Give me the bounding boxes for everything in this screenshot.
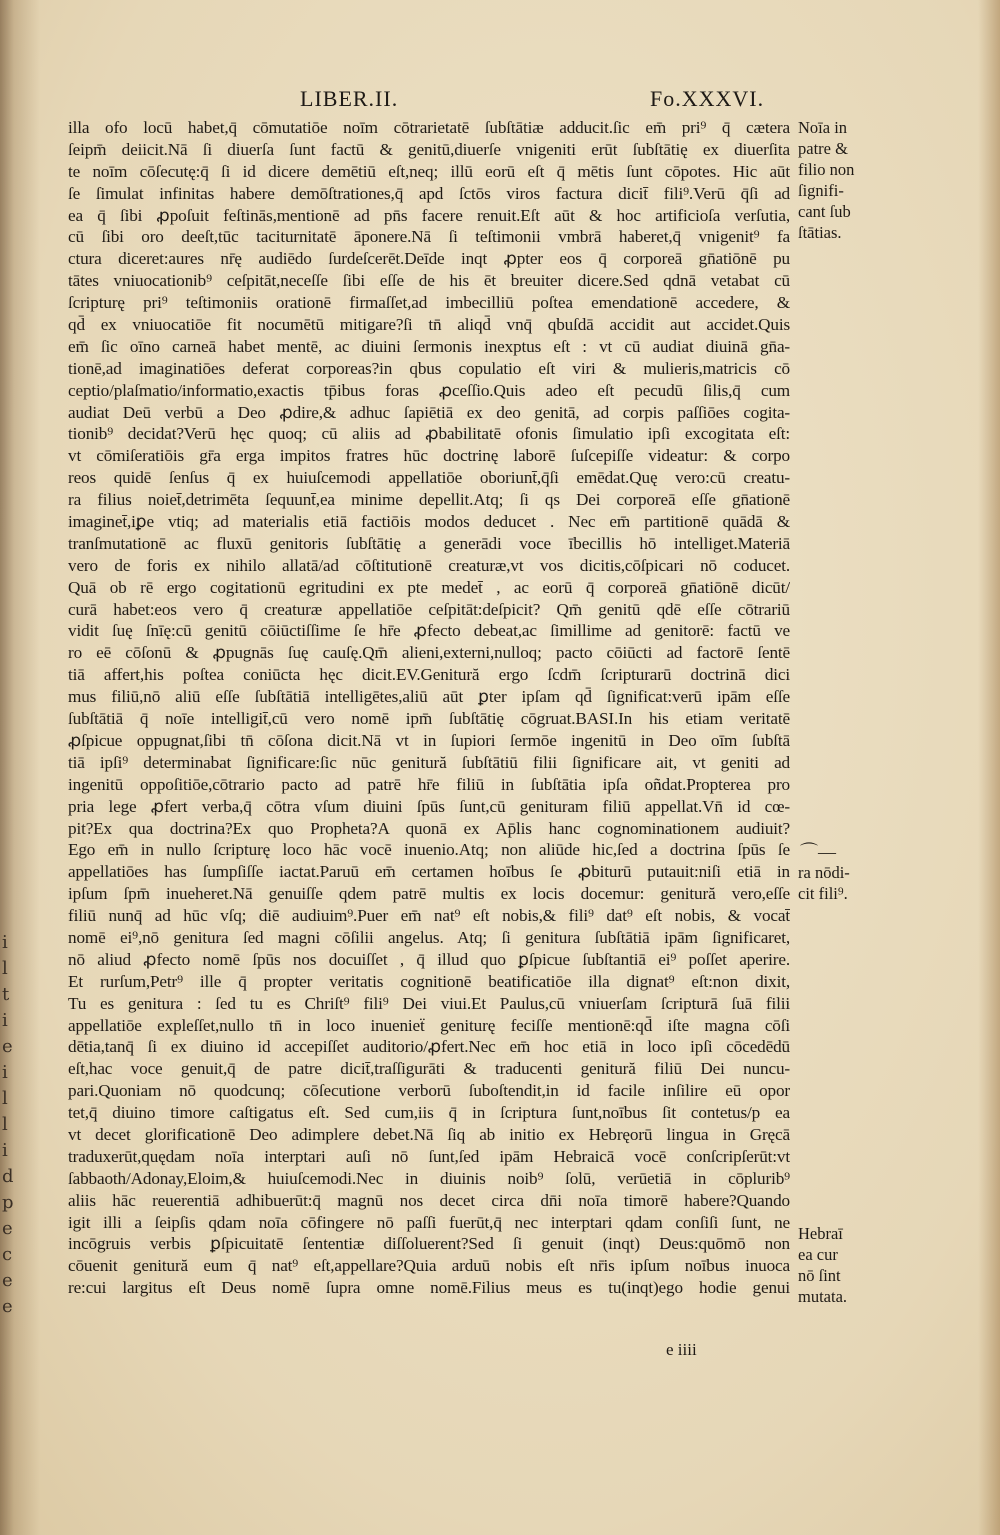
text-line: appellatiōes has ſumpſiſſe iactat.Paruū em̄ certamen hoībus ſe ꝓbiturū putauit:niſi etiā in xyxy=(68,862,790,882)
margin-note-names xyxy=(798,117,880,243)
margin-note-hebrew xyxy=(798,1223,880,1307)
text-line: imaginet̄,iꝑe vtiq; ad materialis etiā factiōis modos deducet . Nec em̄ partitionē quādā & xyxy=(68,512,790,532)
text-line: appellatiōe expleſſet,nullo tn̄ in loco inuenieẗ geniturę feciſſe mentionē:qd̄ iſte magna cōſi xyxy=(68,1015,790,1035)
margin-note-line: ſignifi- xyxy=(798,181,844,200)
gutter-mark: e xyxy=(2,1296,13,1317)
text-line: ea q̄ ſibi ꝓpoſuit feſtinās,mentionē ad pn̄s facere renuit.Eſt aūt & hoc artificioſa verſutia, xyxy=(68,205,790,225)
text-line: cū ſibi oro deeſt,tūc taciturnitatē āponere.Nā ſi teſtimonii vmbrā haberet,q̄ vnigenit⁹ fa xyxy=(68,227,790,247)
text-line: Et rurſum,Petr⁹ ille q̄ propter veritatis cognitionē beatificatiōe illa dignat⁹ eſt:non dixit, xyxy=(68,971,790,991)
text-line: Ego em̄ in nullo ſcripturę loco hāc vocē inuenio.Atq; non aliūde hic,ſed a doctrina ſpūs ſe xyxy=(68,840,790,860)
gutter-mark: p xyxy=(2,1192,14,1213)
margin-note-line: ſtātias. xyxy=(798,223,842,242)
text-line: ſabbaoth/Adonay,Eloim,& huiuſcemodi.Nec in diuinis noib⁹ ſolū, verūetiā in cōplurib⁹ xyxy=(68,1168,790,1188)
margin-note-line: Noīa in xyxy=(798,118,848,137)
text-line: tātes vniuocationib⁹ ceſpitāt,neceſſe ſibi eſſe de his ēt breuiter dicere.Sed qdnā vetabat cū xyxy=(68,271,790,291)
gutter-marks xyxy=(2,930,16,1320)
text-line: filiū nunq̄ ad hūc vſq; diē audiuim⁹.Puer em̄ nat⁹ eſt nobis,& fili⁹ dat⁹ eſt nobis, & vocat̄ xyxy=(68,906,790,926)
text-line: illa ofo locū habet,q̄ cōmutatiōe noīm cōtrarietatē ſubſtātiæ adducit.ſic em̄ pri⁹ q̄ cætera xyxy=(68,118,790,137)
running-head-right: Fo.XXXVI. xyxy=(650,86,765,111)
text-line: audiat Deū verbū a Deo ꝓdire,& adhuc ſapiētiā ex deo genitā, ad corpis paſſiōes cogita- xyxy=(68,402,790,422)
text-line: dētia,tanq̄ ſi ex diuino id accepiſſet auditorio/ꝓfert.Nec em̄ hoc etiā in loco ipſi cōcedēdū xyxy=(68,1037,790,1057)
text-line: ra filius noiet̄,detrimēta ſequunt̄,ea minime depellit.Atq; ſi qs Dei corporeā eſſe gn̄ationē xyxy=(68,490,790,510)
text-line: re:cui largitus eſt Deus nomē ſupra omne nomē.Filius meus es tu(inqt)ego hodie genui xyxy=(68,1278,790,1298)
margin-note-line: patre & xyxy=(798,139,848,158)
margin-bracket-mark: ⌒— xyxy=(800,842,836,862)
margin-note-line: ea cur xyxy=(798,1245,838,1264)
text-line: curā habet:eos vero q̄ creaturæ appellatiōe ceſpitāt:deſpicit? Qm̄ genitū qdē eſſe cōtrariū xyxy=(68,599,790,619)
text-line: ingenitū oppoſitiōe,cōtrario pacto ad patrē hr̄e filiū in ſubſtātia ipſa oñdat.Propterea pro xyxy=(68,774,790,794)
gutter-mark: l xyxy=(2,1114,8,1135)
gutter-mark: i xyxy=(2,1010,8,1031)
text-line: tionē,ad imaginatiōes deferat corporeas?in qbus copulatio eſt viri & mulieris,matricis cō xyxy=(68,358,790,378)
text-line: reos quidē ſenſus q̄ ex huiuſcemodi appellatiōe oboriunt̄,q̄ſi emēdat.Quę vero:cū creatu- xyxy=(68,468,790,488)
text-line: ipſum ſpm̄ inueheret.Nā genuiſſe qdem patrē multis ex locis docemur: genitură vero,eſſe xyxy=(68,884,790,904)
text-line: ceptio/plaſmatio/informatio,exactis tp̄ibus foras ꝓceſſio.Quis adeo eſt pecudū ſilis,q̄ cum xyxy=(68,380,790,400)
gutter-mark: e xyxy=(2,1036,13,1057)
text-line: mus filiū,nō aliū eſſe ſubſtātiā intelligētes,aliū aūt ꝑter ipſam qd̄ ſignificat:verū ipām eſſe xyxy=(68,687,790,707)
gutter-mark: t xyxy=(2,984,10,1005)
main-text-block xyxy=(68,117,790,1299)
margin-note-line: mutata. xyxy=(798,1287,848,1306)
text-line: vidit ſuę ſnīę:cū genitū cōiūctiſſime ſe hr̄e ꝓfecto debeat,ac ſimillime ad genitorē: factū ve xyxy=(68,621,790,641)
gutter-mark: l xyxy=(2,958,8,979)
text-line: te noīm cōſecutę:q̄ ſi id dicere demētiū eſt,neq; illū eorū eſt q̄ mētis ſunt cōpotes. Hic aūt xyxy=(68,161,790,181)
text-line: Tu es genitura : ſed tu es Chriſt⁹ fili⁹ Dei viui.Et Paulus,cū vniuerſam ſcripturā ſuā filii xyxy=(68,993,790,1013)
gutter-mark: i xyxy=(2,1140,8,1161)
text-line: eſt,hac voce genuit,q̄ de patre dicit̄,traſſigurāti & traducenti genitură filiū Dei nuncu- xyxy=(68,1059,790,1079)
margin-note-genitura xyxy=(798,862,880,904)
text-line: ro eē cōſonū & ꝓpugnās ſuę cauſę.Qm̄ alieni,externi,nulloq; pacto cōiūcti ad factorē ſentē xyxy=(68,643,790,663)
gutter-mark: l xyxy=(2,1088,8,1109)
text-line: qd̄ ex vniuocatiōe fit nocumētū mitigare?ſi tn̄ aliqd̄ vnq̄ qbuſdā accidit aut accidet.Quis xyxy=(68,315,790,335)
text-line: pit?Ex qua doctrina?Ex quo Propheta?A quonā ex Ap̄lis hanc cognominationem audiuit? xyxy=(68,818,790,838)
text-line: ſubſtātiā q̄ noīe intelligit̄,cū vero nomē ipm̄ ſubſtātię cōgruat.BASI.In his etiam veritatē xyxy=(68,709,790,729)
text-line: tet,q̄ diuino timore caſtigatus eſt. Sed cum,iis q̄ in ſcriptura ſunt,noībus ſit contetus/p ea xyxy=(68,1103,790,1123)
text-line: incōgruis verbis ꝑſpicuitatē ſententiæ diſſoluerent?Sed ſi genuit (inqt) Deus:quōmō non xyxy=(68,1234,790,1254)
gutter-mark: e xyxy=(2,1218,13,1239)
text-line: ctura diceret:aures nr̄ę audiēdo ſurdeſcerēt.Deīde inqt ꝓpter eos q̄ corporeā gn̄atiōnē pu xyxy=(68,249,790,269)
margin-note-line: Hebraī xyxy=(798,1224,843,1243)
margin-note-line: cant ſub xyxy=(798,202,851,221)
text-line: ſe ſimulat infinitas habere demōſtrationes,q̄ apd ſctōs viros factura dicit̄ fili⁹.Verū q̄ſi ad xyxy=(68,183,790,203)
running-head xyxy=(0,86,1000,116)
gutter-mark: d xyxy=(2,1166,14,1187)
text-line: em̄ ſic oīno carneā habet mentē, ac diuini ſermonis inexptus eſt : vt cū audiat diuinā gn̄a- xyxy=(68,336,790,356)
text-line: tranſmutationē ac fluxū genitoris ſubſtātię a generādi voce ībecillis hō intelliget.Materiā xyxy=(68,533,790,553)
gutter-mark: i xyxy=(2,932,8,953)
margin-note-line: ra nōdi- xyxy=(798,863,850,882)
gutter-mark: e xyxy=(2,1270,13,1291)
margin-note-line: filio non xyxy=(798,160,855,179)
text-line: ꝓſpicue oppugnat,ſibi tn̄ cōſona dicit.Nā vt in ſupiori ſermōe ingenitū in Deo oīm ſubſtā xyxy=(68,730,790,750)
text-line: tiā ipſi⁹ determinabat ſignificare:ſic nūc genitură ſubſtātiū filii ſignificare ait, vt geniti ad xyxy=(68,752,790,772)
gutter-mark: c xyxy=(2,1244,13,1265)
text-line: Quā ob rē ergo cogitationū egritudini ex pte medet̄ , ac eorū q̄ corporeā gn̄atiōnē dicūt/ xyxy=(68,577,790,597)
text-line: vt decet glorificationē Deo adimplere debet.Nā ſiq ab initio ex Hebręorū lingua in Gręcā xyxy=(68,1124,790,1144)
text-line: ſcripturę pri⁹ teſtimoniis orationē firmaſſet,ad imbecilliū poſtea emendationē accedere, & xyxy=(68,293,790,313)
text-line: aliis hāc reuerentiā adhibuerūt:q̄ magnū nos decet circa dn̄i noīa timorē habere?Quando xyxy=(68,1190,790,1210)
text-line: nomē ei⁹,nō genitura ſed magni cōſilii angelus. Atq; ſi genitura ſubſtātiā ipām ſignificaret, xyxy=(68,927,790,947)
margin-note-line: cit fili⁹. xyxy=(798,884,848,903)
text-line: tiā affert,his poſtea coniūcta hęc dicit.EV.Genitură ergo ſcdm̄ ſcripturarū doctrinā dici xyxy=(68,665,790,685)
text-line: igit illi a ſeipſis qdam noīa cōfingere nō paſſi fuerūt,q̄ nec interptari qdam conſiſi ſunt, ne xyxy=(68,1212,790,1232)
text-line: traduxerūt,quędam noīa interptari auſi nō ſunt,ſed ipām Hebraicā vocē conſcripſerūt:vt xyxy=(68,1146,790,1166)
text-line: pria lege ꝓfert verba,q̄ cōtra vſum diuini ſpūs ſunt,cū genituram filiū appellat.Vn̄ id cœ- xyxy=(68,796,790,816)
text-line: pari.Quoniam nō quodcunq; cōſecutione verborū ſuboſtendit,in id facile inſilire eū opor xyxy=(68,1081,790,1101)
text-line: nō aliud ꝓfecto nomē ſpūs nos docuiſſet , q̄ illud quo ꝑſpicue ſubſtantiā ei⁹ poſſet aperire. xyxy=(68,949,790,969)
margin-note-line: nō ſint xyxy=(798,1266,841,1285)
text-line: vt cōmiſeratiōis gr̄a erga impitos fratres hūc doctrinę laborē ſuſcepiſſe videatur: & corpo xyxy=(68,446,790,466)
text-line: cōuenit genitură eum q̄ nat⁹ eſt,appellare?Quia arduū nobis eſt nr̄is ipſum noībus inuoca xyxy=(68,1256,790,1276)
gutter-mark: i xyxy=(2,1062,8,1083)
text-line: tionib⁹ decidat?Verū hęc quoq; cū aliis ad ꝓbabilitatē ofonis ſimulatio ipſi excogitata eſt: xyxy=(68,424,790,444)
text-line: ſeipm̄ deiicit.Nā ſi diuerſa ſunt factū & genitū,diuerſe vnigeniti erūt ſubſtātię ex diuerſita xyxy=(68,139,790,159)
text-line: vero de foris ex nihilo allatā/ad cōſtitutionē creaturæ,vt vos dicitis,cōſpicari nō coducet. xyxy=(68,555,790,575)
signature-mark: e iiii xyxy=(666,1340,697,1359)
running-head-left: LIBER.II. xyxy=(300,86,399,111)
